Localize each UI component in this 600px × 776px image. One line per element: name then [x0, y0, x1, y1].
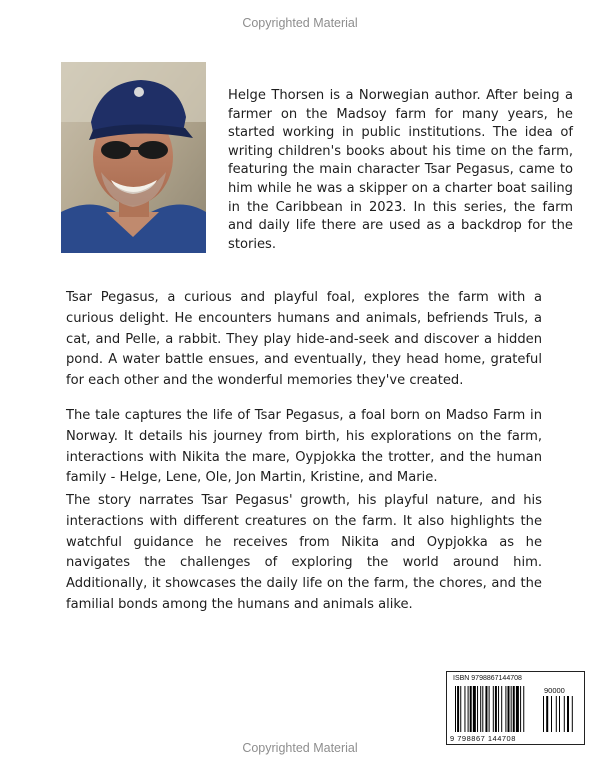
barcode-addon-bar: [551, 696, 552, 732]
barcode-bar: [489, 686, 490, 732]
barcode-bar: [523, 686, 524, 732]
barcode-bar: [455, 686, 456, 732]
barcode-bar: [520, 686, 521, 732]
barcode-addon-bar: [572, 696, 573, 732]
price-code: 90000: [544, 686, 565, 695]
author-portrait-image: [61, 62, 206, 253]
barcode-addon-bar: [559, 696, 560, 732]
isbn-barcode: [446, 671, 585, 745]
barcode-bar: [480, 686, 481, 732]
barcode-bar: [468, 686, 469, 732]
barcode-addon-bar: [567, 696, 569, 732]
author-photo: [61, 62, 206, 253]
barcode-bar: [511, 686, 512, 732]
barcode-bar: [457, 686, 459, 732]
copyright-watermark-top: Copyrighted Material: [242, 16, 358, 30]
barcode-bar: [470, 686, 472, 732]
barcode-bar: [477, 686, 478, 732]
barcode-bar: [498, 686, 499, 732]
author-bio: Helge Thorsen is a Norwegian author. After being a farmer on the Madsoy farm for many years, he started working in public institutions. The idea of writing children's books about his time on the farm, featuring the main character Tsar Pegasus, came to him while he was a skipper on a charter boat sailing in the Caribbean in 2023. In this series, the farm and daily life there are used as a backdrop for the stories.: [228, 88, 573, 252]
barcode-addon-bar: [564, 696, 565, 732]
barcode-digits: 9 798867 144708: [450, 734, 516, 743]
barcode-bar: [460, 686, 461, 732]
barcode-bar: [464, 686, 465, 732]
synopsis-paragraph-2: The tale captures the life of Tsar Pegasus, a foal born on Madso Farm in Norway. It details his journey from birth, his explorations on the farm, interactions with Nikita the mare, Oypjokka the trotter, and the human family - Helge, Lene, Ole, Jon Martin, Kristine, and Marie.: [66, 408, 542, 486]
barcode-bar: [493, 686, 494, 732]
barcode-addon-bar: [546, 696, 548, 732]
synopsis-paragraph-1: Tsar Pegasus, a curious and playful foal, explores the farm with a curious delight. He encounters humans and animals, befriends Truls, a cat, and Pelle, a rabbit. They play hide-and-seek and discover a hidden pond. A water battle ensues, and eventually, they head home, grateful for each other and the wonderful memories they've created.: [66, 290, 542, 389]
barcode-bar: [501, 686, 502, 732]
barcode-bar: [473, 686, 476, 732]
barcode-bar: [485, 686, 487, 732]
synopsis-paragraph-3: The story narrates Tsar Pegasus' growth, his playful nature, and his interactions with different creatures on the farm. It also highlights the watchful guidance he receives from Nikita and Oypjokka as he navigates the challenges of exploring the world around him. Additionally, it showcases the daily life on the farm, the chores, and the familial bonds among the humans and animals alike.: [66, 493, 542, 612]
isbn-label: ISBN 9798867144708: [453, 675, 522, 682]
barcode-bar: [482, 686, 483, 732]
barcode-addon-bar: [556, 696, 557, 732]
barcode-bar: [516, 686, 519, 732]
barcode-bar: [495, 686, 497, 732]
barcode-addon-bar: [543, 696, 544, 732]
barcode-bar: [508, 686, 510, 732]
barcode-bar: [513, 686, 515, 732]
copyright-watermark-bottom: Copyrighted Material: [242, 741, 358, 755]
barcode-bar: [505, 686, 506, 732]
